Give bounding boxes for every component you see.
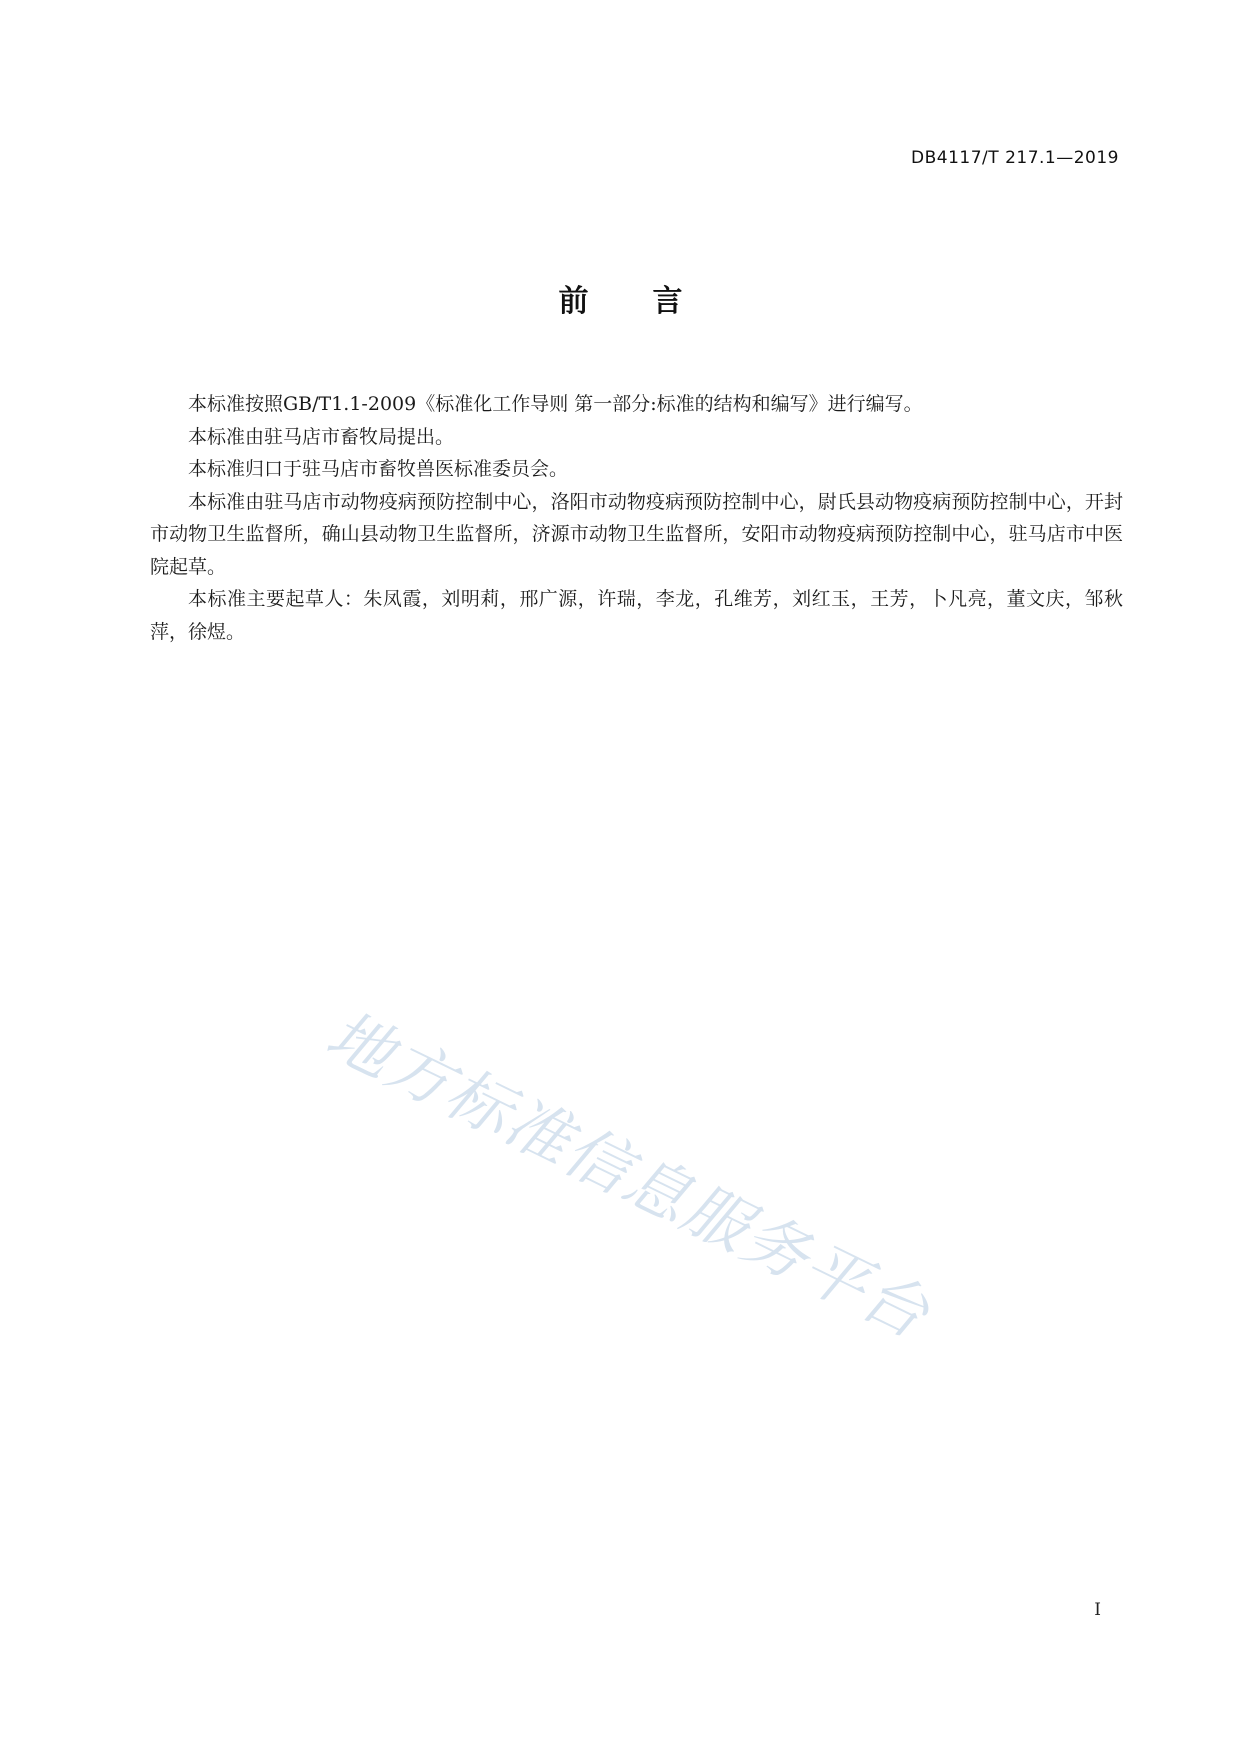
watermark-text: 地方标准信息服务平台: [314, 997, 941, 1354]
document-code: DB4117/T 217.1—2019: [911, 148, 1119, 168]
title-char-1: 前: [558, 284, 589, 319]
foreword-body: [150, 388, 1123, 648]
title-char-2: 言: [652, 284, 683, 319]
paragraph-drafting-units: 本标准由驻马店市动物疫病预防控制中心，洛阳市动物疫病预防控制中心，尉氏县动物疫病预防控制中心，开封市动物卫生监督所，确山县动物卫生监督所，济源市动物卫生监督所，安阳市动物疫病预防控制中心，驻马店市中医院起草。: [150, 490, 1123, 578]
page-number: I: [1094, 1600, 1101, 1620]
paragraph-drafting-rules: 本标准按照GB/T1.1-2009《标准化工作导则 第一部分:标准的结构和编写》进行编写。: [188, 393, 923, 415]
paragraph-drafters: 本标准主要起草人：朱凤霞，刘明莉，邢广源，许瑞，李龙，孔维芳，刘红玉，王芳，卜凡亮，董文庆，邹秋萍，徐煜。: [150, 588, 1123, 643]
paragraph-centralized-unit: 本标准归口于驻马店市畜牧兽医标准委员会。: [188, 458, 569, 480]
paragraph-proposer: 本标准由驻马店市畜牧局提出。: [188, 425, 455, 448]
page-title: [0, 276, 1241, 320]
